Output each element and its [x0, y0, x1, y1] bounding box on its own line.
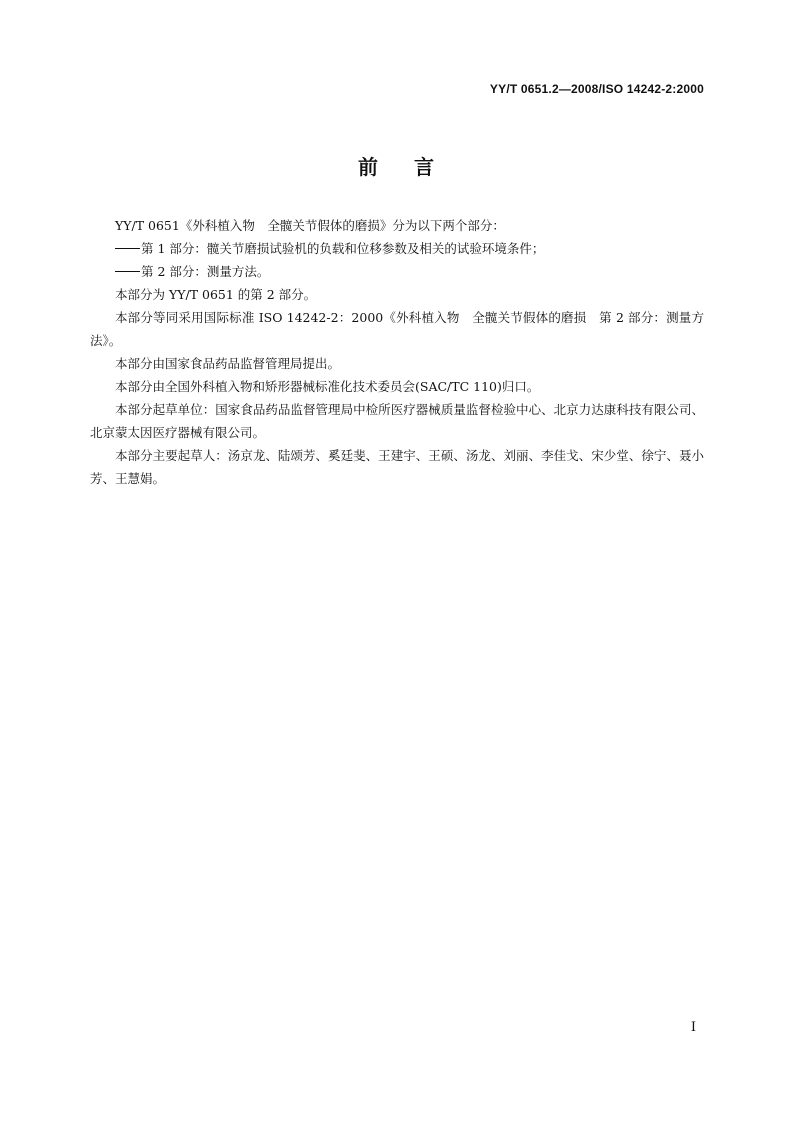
paragraph-centralized-by: 本部分由全国外科植入物和矫形器械标准化技术委员会(SAC/TC 110)归口。	[115, 379, 540, 394]
page-title	[0, 151, 794, 180]
paragraph-part-statement: 本部分为 YY/T 0651 的第 2 部分。	[115, 287, 317, 302]
em-dash-icon	[115, 271, 140, 272]
em-dash-icon	[115, 248, 140, 249]
foreword-body	[90, 214, 704, 490]
title-char-2: 言	[414, 155, 436, 179]
list-item-text: 第 2 部分：测量方法。	[141, 264, 270, 279]
list-item-text: 第 1 部分：髋关节磨损试验机的负载和位移参数及相关的试验环境条件；	[141, 241, 545, 256]
page-number: I	[690, 1020, 696, 1035]
paragraph-iso-adoption: 本部分等同采用国际标准 ISO 14242-2：2000《外科植入物 全髋关节假体的磨损 第 2 部分：测量方法》。	[90, 310, 704, 348]
standard-code: YY/T 0651.2—2008/ISO 14242-2:2000	[489, 82, 704, 96]
paragraph-drafters: 本部分主要起草人：汤京龙、陆颂芳、奚廷斐、王建宇、王硕、汤龙、刘丽、李佳戈、宋少堂、徐宁、聂小芳、王慧娟。	[90, 448, 704, 486]
paragraph-parts-intro: YY/T 0651《外科植入物 全髋关节假体的磨损》分为以下两个部分：	[115, 218, 505, 233]
list-item-part-2	[90, 260, 704, 283]
list-item-part-1	[90, 237, 704, 260]
paragraph-proposed-by: 本部分由国家食品药品监督管理局提出。	[115, 356, 341, 371]
paragraph-drafting-units: 本部分起草单位：国家食品药品监督管理局中检所医疗器械质量监督检验中心、北京力达康科技有限公司、北京蒙太因医疗器械有限公司。	[90, 402, 704, 440]
title-char-1: 前	[358, 155, 380, 179]
